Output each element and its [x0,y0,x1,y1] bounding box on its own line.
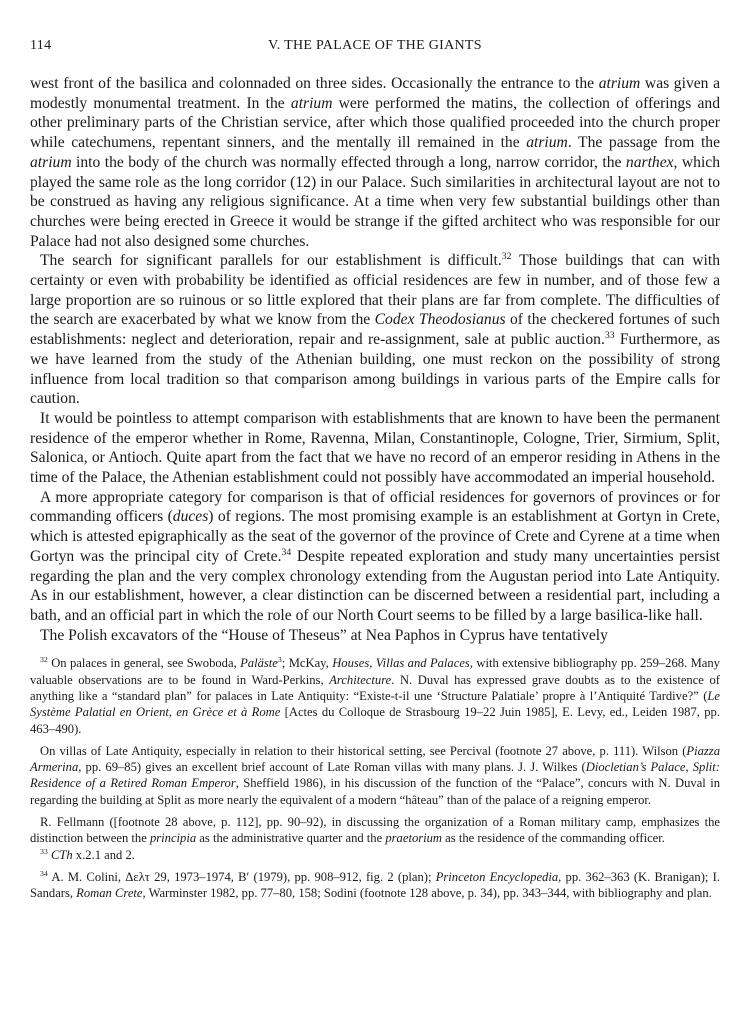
paragraph: A more appropriate category for comparison is that of official residences for governors of provinces or for commanding officers (duces) of regions. The most promising example is an establishment at Gortyn in Crete, which is attested epigraphically as the seat of the governor of the province of Crete and Cyrene at a time when Gortyn was the principal city of Crete.$^{34}$ Despite repeated exploration and study many uncertainties persist regarding the plan and the very complex chronology extending from the Augustan period into Late Antiquity. As in our establishment, however, a clear distinction can be discerned between a residential part, including a bath, and an official part in which the role of our North Court seems to be filled by a large basilica-like hall. [30,488,720,624]
footnote-33: $^{33}$ CTh x.2.1 and 2. [40,846,135,862]
chapter-title: V. THE PALACE OF THE GIANTS [268,38,482,53]
paragraph: west front of the basilica and colonnaded on three sides. Occasionally the entrance to the atrium was given a modestly monumental treatment. In the atrium were performed the matins, the collection of offerings and other preliminary parts of the Christian service, after which those qualified proceeded into the church proper while catechumens, repentant sinners, and the mentally ill remained in the atrium. The passage from the atrium into the body of the church was normally effected through a long, narrow corridor, the narthex, which played the same role as the long corridor (12) in our Palace. Such similarities in architectural layout are not to be construed as having any religious significance. At a time when very few substantial buildings other than churches were being erected in Greece it would be strange if the gifted architect who was responsible for our Palace had not also designed some churches. [30,75,721,250]
page-number: 114 [30,38,52,53]
paragraph: It would be pointless to attempt comparison with establishments that are known to have been the permanent residence of the emperor whether in Rome, Ravenna, Milan, Constantinople, Cologne, Trier, Sirmium, Split, Salonica, or Antioch. Quite apart from the fact that we have no record of an emperor residing in Athens in the time of the Palace, the Athenian establishment could not possibly have accommodated an imperial household. [30,409,720,487]
page [30,38,720,902]
paragraph: The search for significant parallels for our establishment is difficult.$^{32}$ Those buildings that can with certainty or even with probability be identified as official residences are few in number, and of those few a large proportion are so ruinous or so little explored that their plans are far from complete. The difficulties of the search are exacerbated by what we know from the Codex Theodosianus of the checkered fortunes of such establishments: neglect and deterioration, repair and re-assignment, sale at public auction.$^{33}$ Furthermore, as we have learned from the study of the Athenian building, one must reckon on the possibility of strong influence from local tradition so that comparison among buildings in various parts of the Empire calls for caution. [30,251,720,408]
body-text [30,74,720,645]
footnotes [30,655,720,901]
running-head [30,38,720,60]
paragraph: The Polish excavators of the “House of Theseus” at Nea Paphos in Cyprus have tentatively [40,626,608,644]
footnote-32-fellmann: R. Fellmann ([footnote 28 above, p. 112], pp. 90–92), in discussing the organization of a Roman military camp, emphasizes the distinction between the principia as the administrative quarter and the praetorium as the residence of the commanding officer. [30,815,720,846]
footnote-34: $^{34}$ A. M. Colini, Δελτ 29, 1973–1974, B′ (1979), pp. 908–912, fig. 2 (plan); Princeton Encyclopedia, pp. 362–363 (K. Branigan); I. Sandars, Roman Crete, Warminster 1982, pp. 77–80, 158; Sodini (footnote 128 above, p. 34), pp. 343–344, with bibliography and plan. [30,868,720,901]
footnote-32-villas: On villas of Late Antiquity, especially in relation to their historical setting, see Percival (footnote 27 above, p. 111). Wilson (Piazza Armerina, pp. 69–85) gives an excellent brief account of Late Roman villas with many plans. J. J. Wilkes (Diocletian’s Palace, Split: Residence of a Retired Roman Emperor, Sheffield 1986), in his discussion of the function of the “Palace”, concurs with N. Duval in regarding the building at Split as more nearly the equivalent of a modern “hâteau” than of the palace of a reigning emperor. [30,743,721,807]
footnote-32: $^{32}$ On palaces in general, see Swoboda, Paläste$^3$; McKay, Houses, Villas and Palaces, with extensive bibliography pp. 259–268. Many valuable observations are to be found in Ward-Perkins, Architecture. N. Duval has expressed grave doubts as to the existence of anything like a “standard plan” for palaces in Late Antiquity: “Existe-t-il une ‘Structure Palatiale’ propre à l’Antiquité Tardive?” (Le Système Palatial en Orient, en Grèce et à Rome [Actes du Colloque de Strasbourg 19–22 Juin 1985], E. Levy, ed., Leiden 1987, pp. 463–490). [30,655,720,736]
